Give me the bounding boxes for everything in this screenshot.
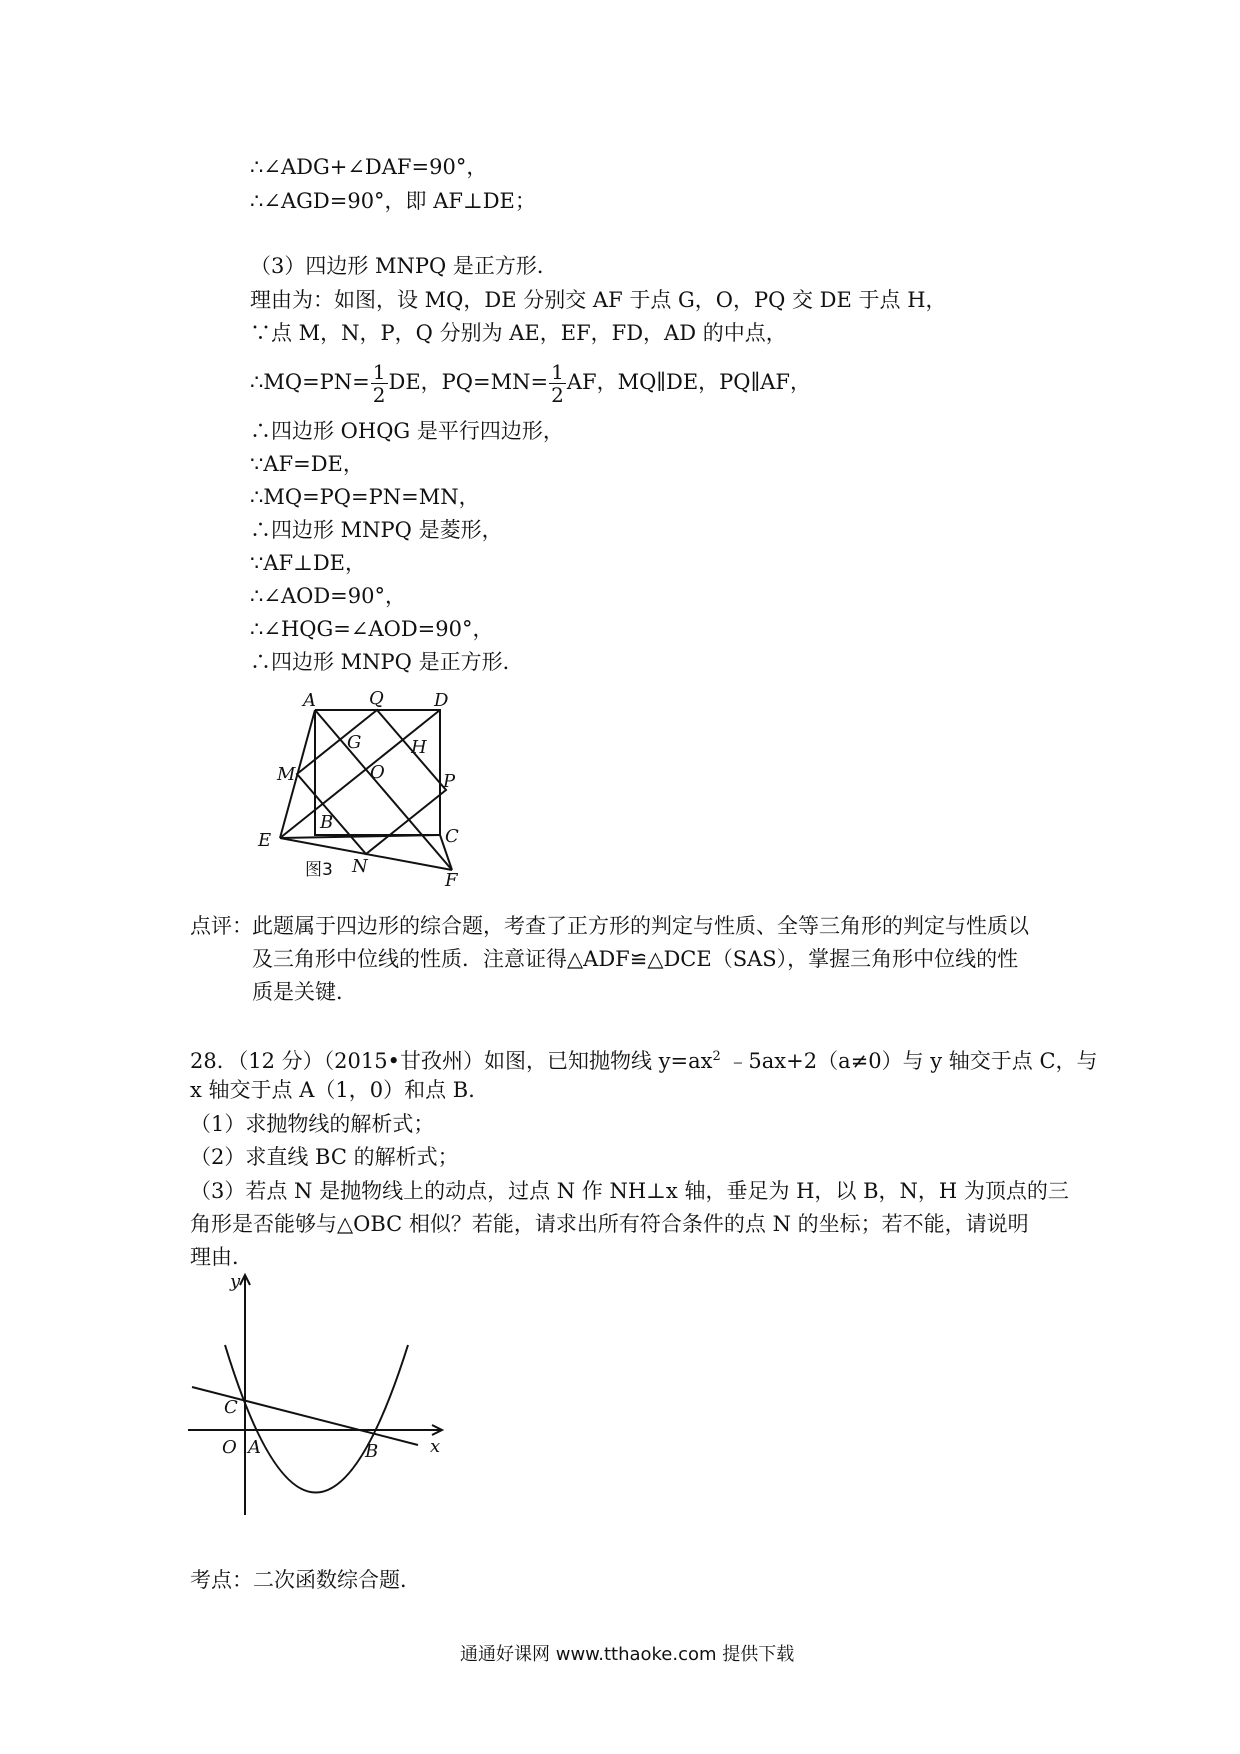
label-y: y <box>230 1271 241 1292</box>
proof-step: ∴四边形 OHQG 是平行四边形， <box>250 419 564 443</box>
proof-step: ∴四边形 MNPQ 是正方形． <box>250 650 524 674</box>
comment-line: 此题属于四边形的综合题，考查了正方形的判定与性质、全等三角形的判定与性质以 <box>252 914 1029 938</box>
fraction-half-1 <box>371 361 388 406</box>
kaodian: 考点：二次函数综合题． <box>190 1568 421 1592</box>
proof-step: ∵AF=DE， <box>250 452 364 476</box>
label-b: B <box>320 812 334 833</box>
label-a: A <box>248 1437 261 1458</box>
proof-line: ∴∠AGD=90°，即 AF⊥DE； <box>250 189 536 213</box>
label-o: O <box>370 762 385 783</box>
page-footer: 通通好课网 www.tthaoke.com 提供下载 <box>460 1644 795 1665</box>
label-n: N <box>352 856 368 877</box>
proof-step: ∴MQ=PQ=PN=MN， <box>250 485 480 509</box>
q28-text-b: ﹣5ax+2（a≠0）与 y 轴交于点 C，与 <box>720 1049 1098 1073</box>
frac-num: 1 <box>551 360 564 384</box>
q28-line2: x 轴交于点 A（1，0）和点 B． <box>190 1078 490 1102</box>
frac-den: 2 <box>551 383 564 407</box>
q28-sub3: 理由． <box>190 1245 253 1269</box>
label-x: x <box>430 1436 441 1457</box>
label-c: C <box>224 1397 238 1418</box>
fraction-line <box>250 360 811 406</box>
q28-line1 <box>190 1042 1098 1076</box>
label-f: F <box>445 870 458 891</box>
parabola-graph <box>180 1265 460 1520</box>
segment-af <box>315 710 452 870</box>
label-m: M <box>277 764 296 785</box>
frac-den: 2 <box>372 383 386 407</box>
frac-text-c: AF，MQ∥DE，PQ∥AF， <box>566 370 811 394</box>
q28-text-a: 28．（12 分）（2015•甘孜州）如图，已知抛物线 y=ax <box>190 1049 713 1073</box>
label-o: O <box>222 1437 237 1458</box>
frac-text-b: DE，PQ=MN= <box>388 370 549 394</box>
frac-num: 1 <box>372 360 386 384</box>
comment-label: 点评： <box>190 914 253 938</box>
q28-sub3: 角形是否能够与△OBC 相似？若能，请求出所有符合条件的点 N 的坐标；若不能，请说明 <box>190 1212 1029 1236</box>
figure3-diagram <box>255 680 485 900</box>
label-b: B <box>365 1441 379 1462</box>
label-p: P <box>443 771 456 792</box>
proof-step: ∴四边形 MNPQ 是菱形， <box>250 518 503 542</box>
q28-sub1: （1）求抛物线的解析式； <box>190 1112 435 1136</box>
label-g: G <box>347 732 362 753</box>
proof-step: ∴∠AOD=90°， <box>250 584 406 608</box>
proof-line: ∴∠ADG+∠DAF=90°， <box>250 155 488 179</box>
comment-line: 质是关键． <box>252 980 357 1004</box>
segment-de <box>280 710 440 838</box>
part3-heading: （3）四边形 MNPQ 是正方形． <box>250 254 558 278</box>
label-d: D <box>434 690 449 711</box>
q28-sub3: （3）若点 N 是抛物线上的动点，过点 N 作 NH⊥x 轴，垂足为 H，以 B，N，H 为顶点的三 <box>190 1179 1069 1203</box>
frac-text-a: ∴MQ=PN= <box>250 370 370 394</box>
label-q: Q <box>369 688 384 709</box>
label-e: E <box>258 830 272 851</box>
label-h: H <box>411 737 427 758</box>
comment-line: 及三角形中位线的性质．注意证得△ADF≌△DCE（SAS），掌握三角形中位线的性 <box>252 947 1019 971</box>
q28-sub2: （2）求直线 BC 的解析式； <box>190 1145 459 1169</box>
label-a: A <box>303 690 316 711</box>
q28-exponent: 2 <box>712 1049 721 1064</box>
proof-step: ∴∠HQG=∠AOD=90°， <box>250 617 494 641</box>
figure3-caption: 图3 <box>305 860 333 880</box>
label-c: C <box>445 826 459 847</box>
fraction-half-2 <box>549 361 566 406</box>
part3-midpoints: ∵点 M，N，P，Q 分别为 AE，EF，FD，AD 的中点， <box>250 321 787 345</box>
part3-reason: 理由为：如图，设 MQ，DE 分别交 AF 于点 G，O，PQ 交 DE 于点 H， <box>250 288 947 312</box>
proof-step: ∵AF⊥DE， <box>250 551 367 575</box>
